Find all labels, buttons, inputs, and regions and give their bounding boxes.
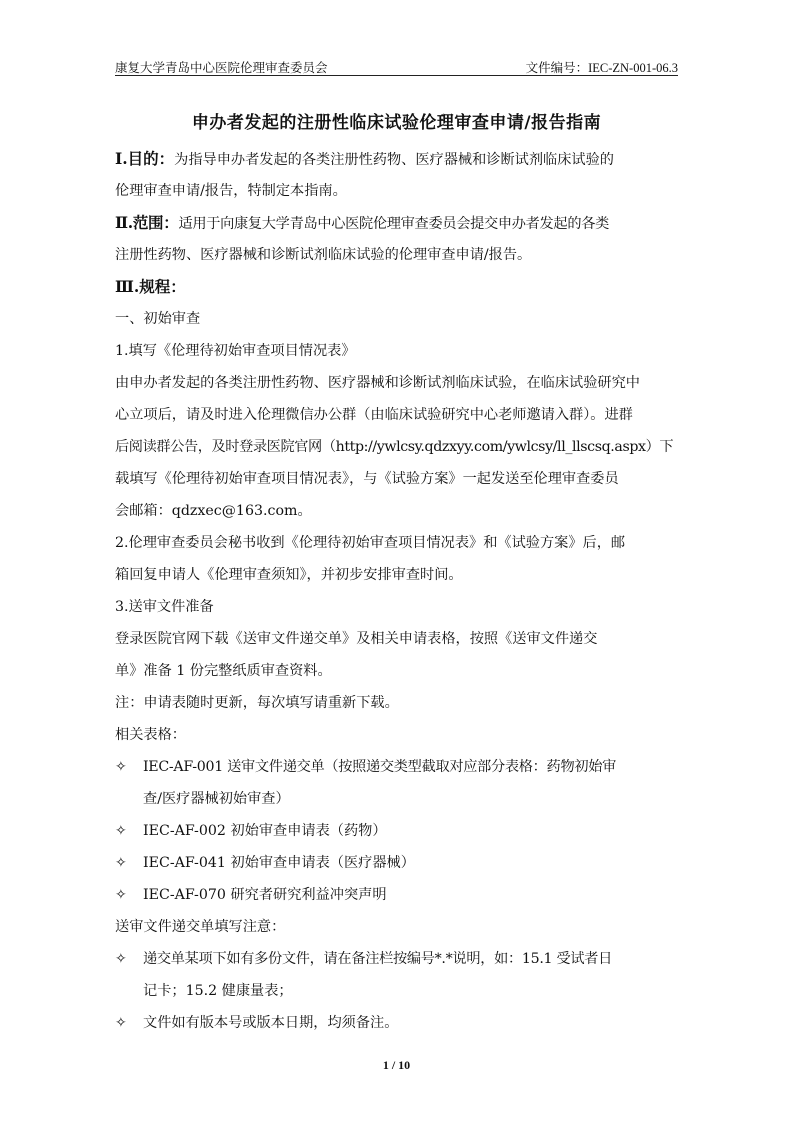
text-line: 载填写《伦理待初始审查项目情况表》，与《试验方案》一起发送至伦理审查委员 xyxy=(115,471,619,487)
text-line: 1.填写《伦理待初始审查项目情况表》 xyxy=(115,343,356,359)
bullet-diamond-icon: ✧ xyxy=(115,1015,127,1031)
text-line: 查/医疗器械初始审查） xyxy=(143,791,290,807)
header-doc-number: 文件编号：IEC-ZN-001-06.3 xyxy=(525,61,678,75)
bullet-diamond-icon: ✧ xyxy=(115,823,127,839)
text-line: 记卡；15.2 健康量表； xyxy=(143,983,293,999)
notes-heading: 送审文件递交单填写注意： xyxy=(115,919,286,935)
text-line: 注：申请表随时更新，每次填写请重新下载。 xyxy=(115,695,399,711)
note-list-item xyxy=(115,1007,680,1039)
text-line: IEC-AF-070 研究者研究利益冲突声明 xyxy=(143,887,387,903)
text-line: 会邮箱：qdzxec@163.com。 xyxy=(115,503,312,519)
bullet-diamond-icon: ✧ xyxy=(115,887,127,903)
form-list-item xyxy=(115,847,680,879)
text-line: 为指导申办者发起的各类注册性药物、医疗器械和诊断试剂临床试验的 xyxy=(174,152,614,168)
section-label: Ⅱ.范围： xyxy=(115,213,179,232)
text-line: 登录医院官网下载《送审文件递交单》及相关申请表格，按照《送审文件递交 xyxy=(115,631,598,647)
bullet-diamond-icon: ✧ xyxy=(115,951,127,967)
page-number: 1 / 10 xyxy=(382,1058,411,1072)
form-list-item xyxy=(115,879,680,911)
text-line: 箱回复申请人《伦理审查须知》，并初步安排审查时间。 xyxy=(115,567,463,583)
text-line: 一、初始审查 xyxy=(115,311,201,327)
text-line: IEC-AF-041 初始审查申请表（医疗器械） xyxy=(143,855,415,871)
text-line: 相关表格： xyxy=(115,727,186,743)
section-label: Ⅰ.目的： xyxy=(115,149,175,168)
bullet-diamond-icon: ✧ xyxy=(115,855,127,871)
text-line: IEC-AF-001 送审文件递交单（按照递交类型截取对应部分表格：药物初始审 xyxy=(143,759,616,775)
text-line: 文件如有版本号或版本日期，均须备注。 xyxy=(143,1015,399,1031)
note-list-item xyxy=(115,943,680,1007)
text-line: 递交单某项下如有多份文件，请在备注栏按编号*.*说明，如：15.1 受试者日 xyxy=(143,951,613,967)
text-line: 后阅读群公告，及时登录医院官网（http://ywlcsy.qdzxyy.com/ywlcsy/ll_llscsq.aspx）下 xyxy=(115,439,674,455)
text-line: 伦理审查申请/报告，特制定本指南。 xyxy=(115,183,347,199)
text-line: IEC-AF-002 初始审查申请表（药物） xyxy=(143,823,387,839)
text-line: 心立项后，请及时进入伦理微信办公群（由临床试验研究中心老师邀请入群）。进群 xyxy=(115,407,633,423)
page-header xyxy=(115,56,678,76)
form-list-item xyxy=(115,815,680,847)
document-title: 申办者发起的注册性临床试验伦理审查申请/报告指南 xyxy=(191,113,602,133)
section-scope xyxy=(115,207,680,271)
bullet-diamond-icon: ✧ xyxy=(115,759,127,775)
form-list-item xyxy=(115,751,680,815)
text-line: 3.送审文件准备 xyxy=(115,599,214,615)
header-org: 康复大学青岛中心医院伦理审查委员会 xyxy=(115,61,328,75)
text-line: 适用于向康复大学青岛中心医院伦理审查委员会提交申办者发起的各类 xyxy=(178,216,609,232)
text-line: 2.伦理审查委员会秘书收到《伦理待初始审查项目情况表》和《试验方案》后，邮 xyxy=(115,535,626,551)
text-line: 单》准备 1 份完整纸质审查资料。 xyxy=(115,663,332,679)
document-body xyxy=(115,143,680,1039)
text-line: 由申办者发起的各类注册性药物、医疗器械和诊断试剂临床试验，在临床试验研究中 xyxy=(115,375,640,391)
section-purpose xyxy=(115,143,680,207)
section-procedure-heading: Ⅲ.规程： xyxy=(115,277,186,296)
text-line: 注册性药物、医疗器械和诊断试剂临床试验的伦理审查申请/报告。 xyxy=(115,247,532,263)
